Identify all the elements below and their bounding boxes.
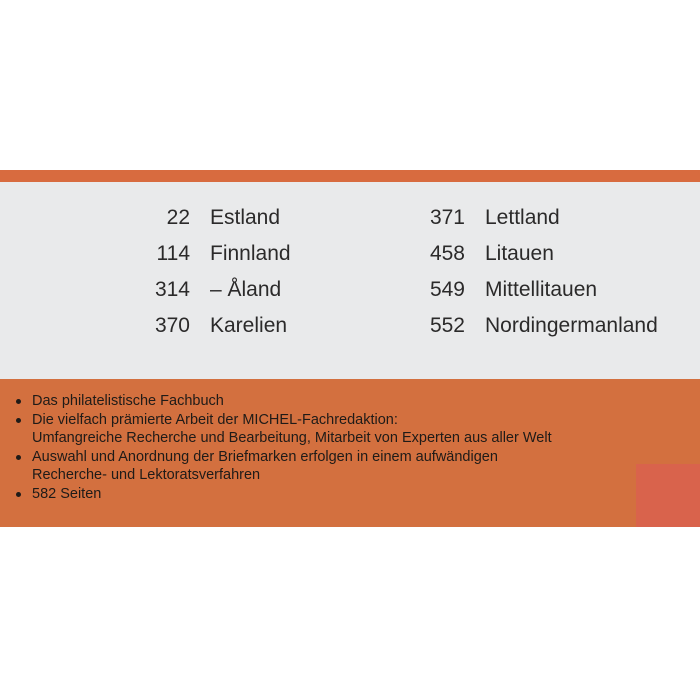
toc-entry (405, 278, 658, 314)
toc-left-column (130, 206, 291, 350)
toc-country: Litauen (485, 242, 554, 265)
toc-country: Finnland (210, 242, 291, 265)
bullet-dot-icon (16, 455, 21, 460)
bottom-blank-area (0, 527, 700, 700)
bullet-text: Umfangreiche Recherche und Bearbeitung, Mitarbeit von Experten aus aller Welt (32, 430, 552, 446)
bullet-item (14, 485, 552, 504)
toc-country: Nordingermanland (485, 314, 658, 337)
toc-entry (130, 242, 291, 278)
table-of-contents (0, 182, 700, 379)
toc-country: Karelien (210, 314, 288, 337)
bullet-text: 582 Seiten (32, 485, 102, 502)
accent-block (636, 464, 700, 527)
bullet-item (14, 392, 552, 411)
top-blank-area (0, 0, 700, 170)
bullet-dot-icon (16, 418, 21, 423)
feature-info-panel (0, 379, 700, 527)
bullet-text: Auswahl und Anordnung der Briefmarken erfolgen in einem aufwändigen (32, 448, 498, 465)
bullet-text: Recherche- und Lektoratsverfahren (32, 467, 261, 483)
toc-page-number: 552 (429, 314, 465, 337)
bullet-item (14, 448, 552, 485)
bullet-text: Das philatelistische Fachbuch (32, 393, 224, 409)
feature-bullet-list (14, 392, 552, 503)
toc-entry (130, 314, 291, 350)
toc-page-number: 371 (429, 206, 465, 229)
toc-entry (405, 206, 658, 242)
toc-page-number: 458 (429, 242, 465, 265)
toc-page-number: 370 (154, 314, 190, 337)
toc-entry (405, 314, 658, 350)
toc-country: Mittellitauen (485, 278, 598, 301)
toc-country: – Åland (210, 278, 282, 301)
bullet-dot-icon (16, 399, 21, 404)
toc-page-number: 22 (166, 206, 190, 229)
orange-divider-strip (0, 170, 700, 182)
toc-page-number: 314 (154, 278, 190, 301)
toc-right-column (405, 206, 658, 350)
toc-page-number: 549 (429, 278, 465, 301)
bullet-text: Die vielfach prämierte Arbeit der MICHEL-Fachredaktion: (32, 411, 398, 428)
toc-country: Lettland (485, 206, 560, 229)
toc-country: Estland (210, 206, 281, 229)
bullet-item (14, 411, 552, 448)
toc-entry (130, 278, 291, 314)
toc-entry (130, 206, 291, 242)
bullet-dot-icon (16, 492, 21, 497)
toc-page-number: 114 (156, 242, 190, 265)
toc-entry (405, 242, 658, 278)
